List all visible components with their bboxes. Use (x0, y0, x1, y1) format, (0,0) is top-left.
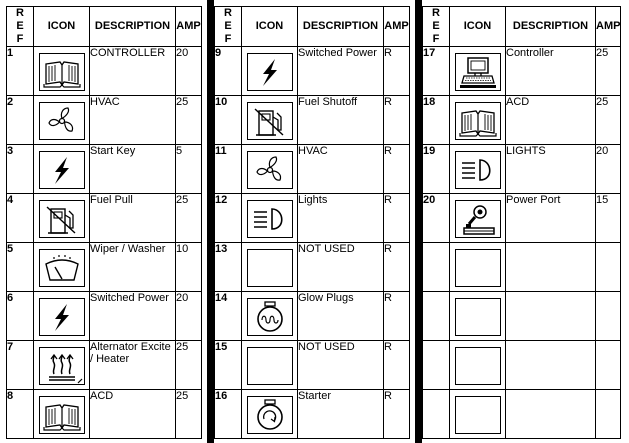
fuse-description: Fuel Shutoff (298, 96, 384, 145)
fuse-icon-cell (450, 145, 506, 194)
fuse-ref: 19 (423, 145, 450, 194)
fuse-amperage: R (384, 47, 410, 96)
fuse-description (506, 390, 596, 439)
fuse-icon-cell (34, 96, 90, 145)
fuse-amperage: R (384, 243, 410, 292)
fuse-amperage: 25 (176, 96, 202, 145)
fuse-icon-cell (242, 292, 298, 341)
headlight-icon (247, 200, 293, 238)
fuse-amperage: R (384, 341, 410, 390)
fuse-ref: 11 (215, 145, 242, 194)
fuse-row (7, 292, 202, 341)
fuse-description: Start Key (90, 145, 176, 194)
fuse-ref: 8 (7, 390, 34, 439)
fuse-amperage: 20 (176, 47, 202, 96)
fuse-row (215, 292, 410, 341)
fuse-icon-cell (450, 47, 506, 96)
fuse-amperage: 25 (176, 194, 202, 243)
fuse-description: Lights (298, 194, 384, 243)
fuse-icon-cell (242, 341, 298, 390)
book-icon (39, 53, 85, 91)
empty-icon (247, 249, 293, 287)
heater-icon (39, 347, 85, 385)
fuse-icon-cell (34, 194, 90, 243)
fuse-ref: 17 (423, 47, 450, 96)
empty-icon (247, 347, 293, 385)
fuse-ref: 3 (7, 145, 34, 194)
fuse-amperage: 20 (596, 145, 621, 194)
fuse-ref: 1 (7, 47, 34, 96)
fuse-row (423, 96, 621, 145)
fuse-description: LIGHTS (506, 145, 596, 194)
fuse-table (422, 6, 621, 439)
fuse-icon-cell (242, 145, 298, 194)
fuse-ref: 18 (423, 96, 450, 145)
fuse-row (7, 96, 202, 145)
fuse-row (423, 390, 621, 439)
fuse-icon-cell (34, 47, 90, 96)
fuse-description: Alternator Excite / Heater (90, 341, 176, 390)
fuse-amperage: 5 (176, 145, 202, 194)
fuse-ref: 12 (215, 194, 242, 243)
fuse-row (215, 390, 410, 439)
fuse-ref: 20 (423, 194, 450, 243)
fuse-description (506, 243, 596, 292)
fuse-icon-cell (242, 96, 298, 145)
fuse-amperage: 25 (176, 341, 202, 390)
fuse-panel-1 (6, 6, 202, 439)
fuse-amperage: R (384, 194, 410, 243)
column-header-ref: REF (7, 7, 34, 47)
fuse-amperage: R (384, 96, 410, 145)
fuse-table (6, 6, 202, 439)
column-header-description: DESCRIPTION (90, 7, 176, 47)
lightning-icon (39, 298, 85, 336)
empty-icon (455, 396, 501, 434)
power-port-icon (455, 200, 501, 238)
fuse-row (215, 47, 410, 96)
empty-icon (455, 347, 501, 385)
fuse-amperage: 10 (176, 243, 202, 292)
fuse-row (423, 145, 621, 194)
fuse-amperage: 15 (596, 194, 621, 243)
fuse-icon-cell (242, 243, 298, 292)
fuse-amperage (596, 292, 621, 341)
fuse-icon-cell (34, 390, 90, 439)
panel-divider (415, 0, 422, 443)
column-header-amp: AMP (176, 7, 202, 47)
fuse-description: Power Port (506, 194, 596, 243)
fuse-description: Fuel Pull (90, 194, 176, 243)
fuse-icon-cell (242, 194, 298, 243)
fuse-description: CONTROLLER (90, 47, 176, 96)
fuse-row (423, 194, 621, 243)
column-header-icon: ICON (242, 7, 298, 47)
glow-plug-icon (247, 298, 293, 336)
fuse-amperage: 25 (596, 47, 621, 96)
column-header-ref: REF (215, 7, 242, 47)
computer-icon (455, 53, 501, 91)
fuse-row (7, 341, 202, 390)
fuse-ref (423, 292, 450, 341)
fuse-row (215, 96, 410, 145)
fuse-table (214, 6, 410, 439)
fuse-ref: 4 (7, 194, 34, 243)
book-icon (39, 396, 85, 434)
fuse-description (506, 341, 596, 390)
fuse-description: HVAC (298, 145, 384, 194)
book-icon (455, 102, 501, 140)
fan-icon (39, 102, 85, 140)
fuse-row (423, 243, 621, 292)
fuse-ref (423, 243, 450, 292)
column-header-icon: ICON (450, 7, 506, 47)
fuse-ref: 15 (215, 341, 242, 390)
fuse-icon-cell (450, 292, 506, 341)
fuse-description: HVAC (90, 96, 176, 145)
starter-icon (247, 396, 293, 434)
fuse-icon-cell (450, 194, 506, 243)
fan-icon (247, 151, 293, 189)
fuse-amperage: R (384, 292, 410, 341)
fuse-amperage: R (384, 145, 410, 194)
fuse-icon-cell (450, 243, 506, 292)
fuse-ref: 7 (7, 341, 34, 390)
fuse-icon-cell (450, 341, 506, 390)
fuse-row (7, 145, 202, 194)
fuse-amperage: 25 (176, 390, 202, 439)
fuse-icon-cell (34, 292, 90, 341)
fuse-icon-cell (34, 243, 90, 292)
wiper-washer-icon (39, 249, 85, 287)
fuse-row (7, 243, 202, 292)
fuse-description: Controller (506, 47, 596, 96)
fuse-row (215, 194, 410, 243)
fuse-amperage: 25 (596, 96, 621, 145)
fuse-amperage: 20 (176, 292, 202, 341)
column-header-ref: REF (423, 7, 450, 47)
fuse-icon-cell (242, 390, 298, 439)
fuel-pump-icon (247, 102, 293, 140)
fuse-description: ACD (90, 390, 176, 439)
fuse-ref (423, 390, 450, 439)
fuse-ref: 6 (7, 292, 34, 341)
fuse-description: NOT USED (298, 341, 384, 390)
empty-icon (455, 249, 501, 287)
fuse-icon-cell (450, 390, 506, 439)
fuse-row (7, 47, 202, 96)
column-header-description: DESCRIPTION (506, 7, 596, 47)
fuse-ref: 16 (215, 390, 242, 439)
fuse-description: Wiper / Washer (90, 243, 176, 292)
column-header-amp: AMP (596, 7, 621, 47)
fuse-row (7, 194, 202, 243)
fuel-pump-icon (39, 200, 85, 238)
fuse-row (423, 47, 621, 96)
fuse-amperage (596, 341, 621, 390)
fuse-panel-3 (422, 6, 621, 439)
fuse-description: Switched Power (90, 292, 176, 341)
fuse-ref: 2 (7, 96, 34, 145)
fuse-row (423, 341, 621, 390)
column-header-amp: AMP (384, 7, 410, 47)
fuse-ref: 14 (215, 292, 242, 341)
fuse-ref (423, 341, 450, 390)
fuse-ref: 10 (215, 96, 242, 145)
fuse-amperage (596, 390, 621, 439)
fuse-description: ACD (506, 96, 596, 145)
fuse-row (423, 292, 621, 341)
column-header-icon: ICON (34, 7, 90, 47)
fuse-description (506, 292, 596, 341)
lightning-icon (247, 53, 293, 91)
empty-icon (455, 298, 501, 336)
fuse-row (215, 145, 410, 194)
fuse-description: NOT USED (298, 243, 384, 292)
fuse-icon-cell (450, 96, 506, 145)
fuse-icon-cell (34, 341, 90, 390)
fuse-icon-cell (242, 47, 298, 96)
fuse-icon-cell (34, 145, 90, 194)
panel-divider (207, 0, 214, 443)
column-header-description: DESCRIPTION (298, 7, 384, 47)
fuse-description: Glow Plugs (298, 292, 384, 341)
lightning-icon (39, 151, 85, 189)
fuse-description: Switched Power (298, 47, 384, 96)
headlight-icon (455, 151, 501, 189)
fuse-row (215, 341, 410, 390)
fuse-amperage (596, 243, 621, 292)
fuse-ref: 9 (215, 47, 242, 96)
fuse-panel-2 (214, 6, 410, 439)
fuse-ref: 13 (215, 243, 242, 292)
fuse-row (7, 390, 202, 439)
fuse-row (215, 243, 410, 292)
fuse-amperage: R (384, 390, 410, 439)
fuse-description: Starter (298, 390, 384, 439)
fuse-ref: 5 (7, 243, 34, 292)
